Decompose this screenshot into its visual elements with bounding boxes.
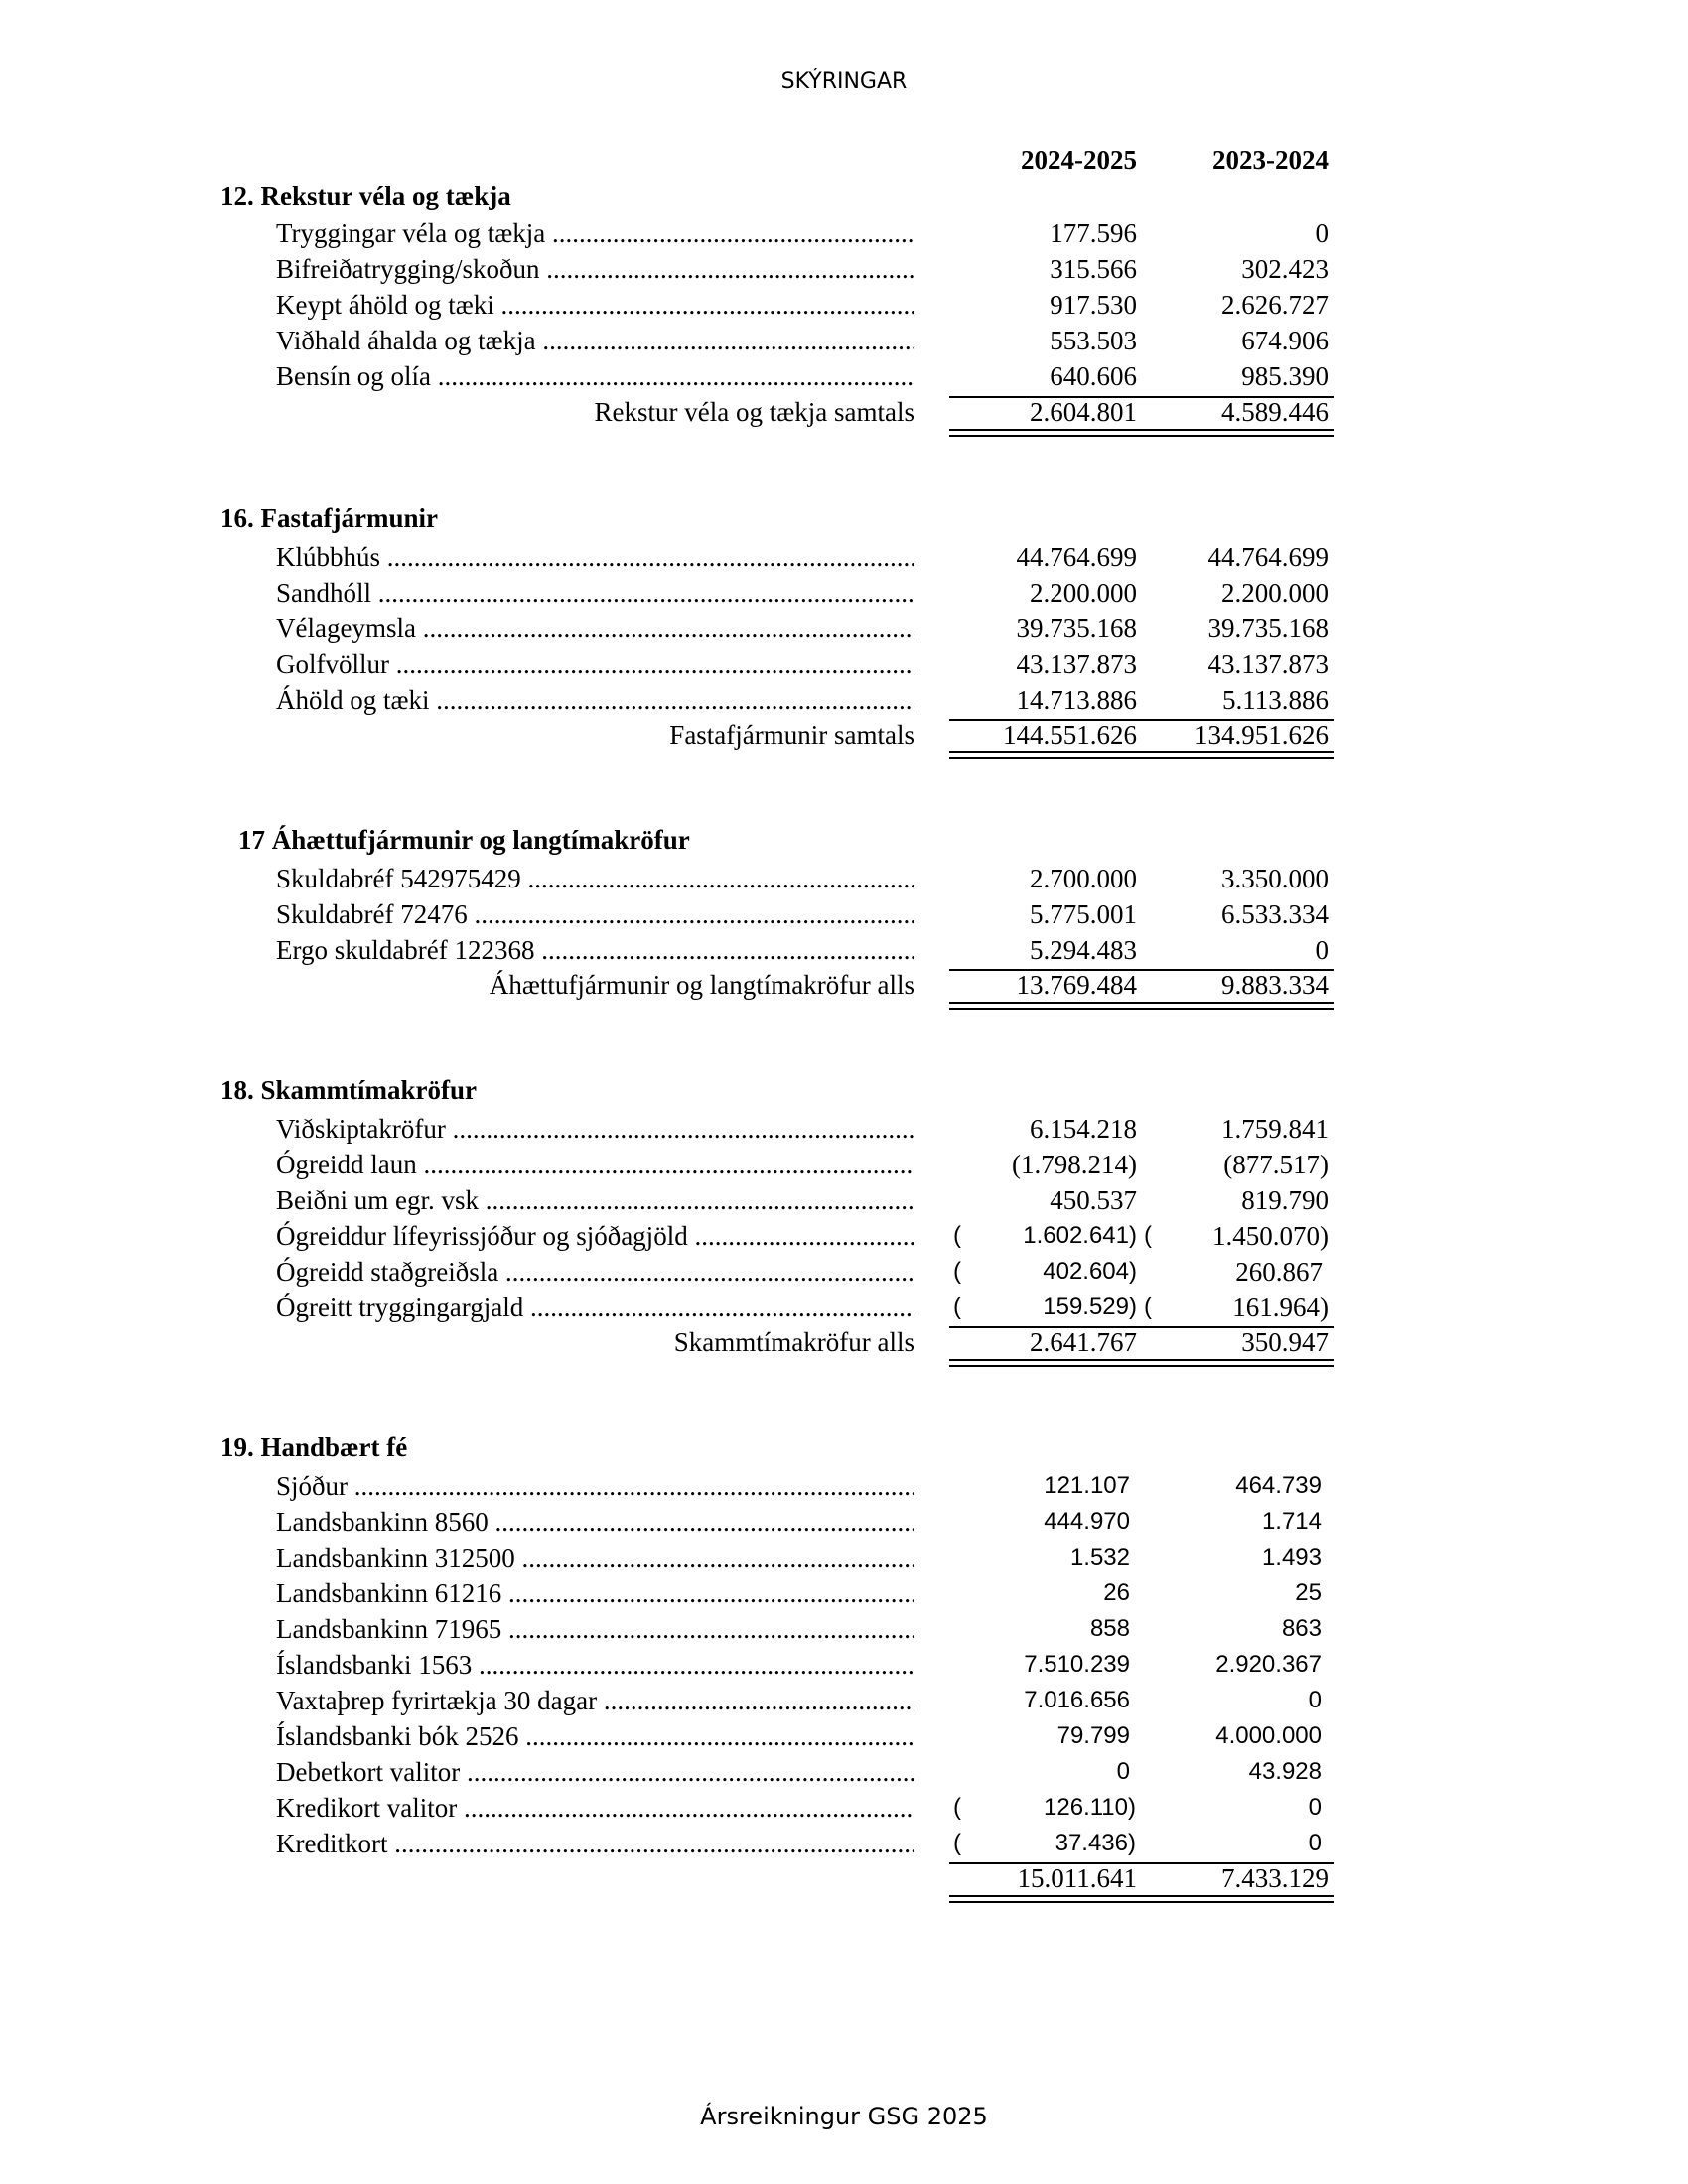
open-paren: ( [953, 1794, 961, 1821]
table-row [0, 215, 1688, 251]
table-row [0, 1683, 1688, 1718]
open-paren: ( [1144, 1222, 1152, 1249]
total-current: 13.769.484 [1016, 970, 1137, 1000]
amount-prior: 0 [1315, 935, 1329, 965]
amount-prior: 25 [1295, 1579, 1322, 1606]
row-label: Tryggingar véla og tækja ..... [276, 215, 914, 251]
amount-prior: 260.867 [1235, 1257, 1323, 1287]
table-row [0, 575, 1688, 611]
section-heading: 12. Rekstur véla og tækja [220, 181, 511, 210]
total-label: Skammtímakröfur alls [673, 1327, 914, 1357]
row-label: Sandhóll ..... [276, 575, 914, 611]
amount-prior: 6.533.334 [1221, 899, 1329, 929]
row-label: Debetkort valitor ..... [276, 1754, 914, 1790]
amount-current: 26 [1103, 1579, 1130, 1606]
amount-current: 402.604) [1043, 1258, 1137, 1285]
row-label: Áhöld og tæki ..... [276, 682, 914, 718]
open-paren: ( [953, 1830, 961, 1856]
row-label: Landsbankinn 71965 ..... [276, 1611, 914, 1647]
amount-prior: 161.964) [1232, 1293, 1329, 1322]
amount-current: 444.970 [1044, 1508, 1130, 1535]
row-label: Skuldabréf 542975429 ..... [276, 861, 914, 896]
amount-prior: 3.350.000 [1221, 864, 1329, 893]
table-row [0, 1718, 1688, 1754]
amount-prior: 819.790 [1241, 1185, 1329, 1215]
row-label: Ógreidd laun ..... [276, 1147, 914, 1182]
row-label: Klúbbhús ..... [276, 539, 914, 575]
table-row [0, 1182, 1688, 1218]
amount-current: 39.735.168 [1016, 614, 1137, 643]
amount-current: 6.154.218 [1030, 1114, 1137, 1144]
total-prior: 9.883.334 [1221, 970, 1329, 1000]
section-heading: 19. Handbært fé [220, 1433, 408, 1462]
section-heading: 18. Skammtímakröfur [220, 1075, 477, 1105]
total-row [0, 1860, 1688, 1896]
amount-current: 917.530 [1050, 290, 1137, 320]
amount-prior: 2.626.727 [1221, 290, 1329, 320]
table-row [0, 287, 1688, 323]
page-footer: Ársreikningur GSG 2025 [700, 2103, 988, 2130]
table-row [0, 682, 1688, 718]
section-heading: 17 Áhættufjármunir og langtímakröfur [238, 825, 690, 855]
amount-current: 5.294.483 [1030, 935, 1137, 965]
amount-prior: 39.735.168 [1207, 614, 1329, 643]
amount-current: 450.537 [1050, 1185, 1137, 1215]
amount-prior: 0 [1308, 1687, 1322, 1713]
total-double-rule [949, 1895, 1334, 1903]
amount-current: 2.200.000 [1030, 578, 1137, 608]
row-label: Golfvöllur ..... [276, 646, 914, 682]
row-label: Vélageymsla ..... [276, 611, 914, 646]
total-row [0, 394, 1688, 430]
amount-prior: 464.739 [1235, 1472, 1322, 1499]
table-row [0, 896, 1688, 932]
amount-current: 126.110) [1044, 1794, 1136, 1821]
row-label: Beiðni um egr. vsk ..... [276, 1182, 914, 1218]
amount-prior: 1.450.070) [1212, 1221, 1329, 1251]
table-row [0, 1611, 1688, 1647]
table-row [0, 1254, 1688, 1290]
table-row [0, 251, 1688, 287]
amount-current: 1.532 [1069, 1544, 1130, 1570]
amount-current: 14.713.886 [1016, 685, 1137, 715]
amount-current: 159.529) [1043, 1294, 1137, 1320]
table-row [0, 1290, 1688, 1325]
amount-prior: 1.759.841 [1221, 1114, 1329, 1144]
amount-prior: 0 [1308, 1830, 1322, 1856]
amount-prior: 44.764.699 [1207, 542, 1329, 572]
table-row [0, 861, 1688, 896]
row-label: Viðhald áhalda og tækja ..... [276, 323, 914, 358]
amount-prior: 0 [1315, 218, 1329, 248]
amount-current: 553.503 [1050, 326, 1137, 355]
table-row [0, 1111, 1688, 1147]
section-heading: 16. Fastafjármunir [220, 503, 438, 533]
table-row [0, 1540, 1688, 1575]
row-label: Viðskiptakröfur ..... [276, 1111, 914, 1147]
total-current: 2.604.801 [1030, 397, 1137, 427]
amount-current: 7.016.656 [1024, 1687, 1130, 1713]
amount-current: 177.596 [1050, 218, 1137, 248]
table-row [0, 1468, 1688, 1504]
open-paren: ( [953, 1294, 961, 1320]
page-title: SKÝRINGAR [780, 69, 908, 94]
table-row [0, 1218, 1688, 1254]
amount-prior: 0 [1308, 1794, 1322, 1821]
amount-prior: 5.113.886 [1222, 685, 1329, 715]
row-label: Bensín og olía ..... [276, 358, 914, 394]
row-label: Ógreitt tryggingargjald ..... [276, 1290, 914, 1325]
row-label: Kreditkort ..... [276, 1826, 914, 1861]
amount-prior: 1.493 [1261, 1544, 1322, 1570]
table-row [0, 1647, 1688, 1683]
open-paren: ( [953, 1258, 961, 1285]
row-label: Bifreiðatrygging/skoðun ..... [276, 251, 914, 287]
total-double-rule [949, 429, 1334, 437]
amount-current: 5.775.001 [1030, 899, 1137, 929]
total-current: 15.011.641 [1017, 1863, 1137, 1893]
column-header-prior-year: 2023-2024 [1212, 145, 1329, 175]
amount-current: 1.602.641) [1023, 1222, 1137, 1249]
table-row [0, 1504, 1688, 1540]
total-row [0, 1324, 1688, 1360]
table-row [0, 1826, 1688, 1861]
row-label: Ógreidd staðgreiðsla ..... [276, 1254, 914, 1290]
amount-prior: 43.928 [1248, 1758, 1322, 1785]
total-double-rule [949, 751, 1334, 759]
total-prior: 7.433.129 [1221, 1863, 1329, 1893]
row-label: Landsbankinn 312500 ..... [276, 1540, 914, 1575]
row-label: Ergo skuldabréf 122368 ..... [276, 932, 914, 968]
total-double-rule [949, 1002, 1334, 1010]
amount-prior: 674.906 [1241, 326, 1329, 355]
amount-current: 315.566 [1050, 254, 1137, 284]
amount-prior: 863 [1281, 1615, 1322, 1642]
row-label: Ógreiddur lífeyrissjóður og sjóðagjöld ..... [276, 1218, 914, 1254]
table-row [0, 1754, 1688, 1790]
amount-current: (1.798.214) [1012, 1150, 1137, 1179]
amount-prior: 302.423 [1241, 254, 1329, 284]
row-label: Íslandsbanki 1563 ..... [276, 1647, 914, 1683]
row-label: Skuldabréf 72476 ..... [276, 896, 914, 932]
open-paren: ( [953, 1222, 961, 1249]
table-row [0, 646, 1688, 682]
total-double-rule [949, 1359, 1334, 1367]
row-label: Vaxtaþrep fyrirtækja 30 dagar ..... [276, 1683, 914, 1718]
amount-current: 7.510.239 [1024, 1651, 1130, 1678]
amount-current: 858 [1089, 1615, 1130, 1642]
row-label: Kredikort valitor ..... [276, 1790, 914, 1826]
total-label: Rekstur véla og tækja samtals [594, 397, 914, 427]
amount-current: 121.107 [1044, 1472, 1130, 1499]
row-label: Sjóður ..... [276, 1468, 914, 1504]
amount-current: 44.764.699 [1016, 542, 1137, 572]
total-prior: 350.947 [1241, 1327, 1329, 1357]
open-paren: ( [1144, 1294, 1152, 1320]
total-current: 2.641.767 [1030, 1327, 1137, 1357]
total-row [0, 717, 1688, 752]
table-row [0, 539, 1688, 575]
amount-prior: (877.517) [1223, 1150, 1329, 1179]
row-label: Íslandsbanki bók 2526 ..... [276, 1718, 914, 1754]
row-label: Landsbankinn 8560 ..... [276, 1504, 914, 1540]
total-current: 144.551.626 [1003, 720, 1137, 750]
amount-prior: 43.137.873 [1207, 649, 1329, 679]
amount-current: 37.436) [1055, 1830, 1136, 1856]
row-label: Keypt áhöld og tæki ..... [276, 287, 914, 323]
table-row [0, 358, 1688, 394]
total-label: Fastafjármunir samtals [669, 720, 914, 750]
column-header-current-year: 2024-2025 [1021, 145, 1137, 175]
amount-prior: 2.200.000 [1221, 578, 1329, 608]
table-row [0, 1147, 1688, 1182]
total-prior: 4.589.446 [1221, 397, 1329, 427]
amount-current: 640.606 [1050, 361, 1137, 391]
row-label: Landsbankinn 61216 ..... [276, 1575, 914, 1611]
total-label: Áhættufjármunir og langtímakröfur alls [489, 970, 914, 1000]
amount-prior: 4.000.000 [1215, 1722, 1322, 1749]
amount-current: 2.700.000 [1030, 864, 1137, 893]
total-prior: 134.951.626 [1195, 720, 1329, 750]
amount-prior: 1.714 [1261, 1508, 1322, 1535]
table-row [0, 1575, 1688, 1611]
amount-prior: 985.390 [1241, 361, 1329, 391]
amount-current: 43.137.873 [1016, 649, 1137, 679]
amount-prior: 2.920.367 [1215, 1651, 1322, 1678]
table-row [0, 323, 1688, 358]
amount-current: 0 [1116, 1758, 1130, 1785]
amount-current: 79.799 [1056, 1722, 1130, 1749]
table-row [0, 611, 1688, 646]
table-row [0, 932, 1688, 968]
table-row [0, 1790, 1688, 1826]
total-row [0, 967, 1688, 1003]
